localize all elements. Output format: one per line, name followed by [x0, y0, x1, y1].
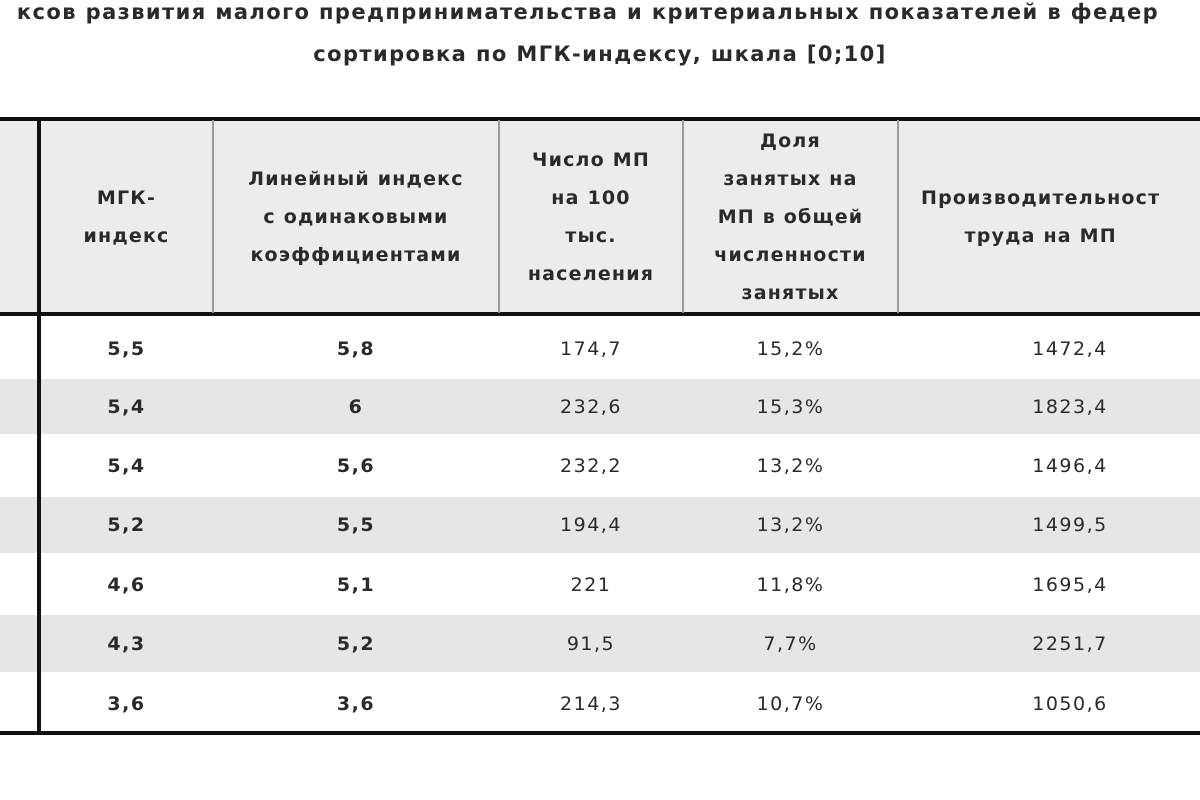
header-line: с одинаковыми: [263, 205, 449, 228]
cell-linear-index: 5,5: [336, 514, 376, 536]
cell-employment-share: 13,2%: [756, 455, 825, 477]
cell-mp-count: 194,4: [560, 514, 622, 536]
header-line: Доля: [760, 129, 821, 152]
cell-labor-productivity: 1695,4: [1032, 574, 1108, 596]
cell-labor-productivity: 1472,4: [1032, 338, 1108, 360]
cell-employment-share: 10,7%: [756, 693, 825, 715]
cell-labor-productivity: 1496,4: [1032, 455, 1108, 477]
cell-mgk-index: 3,6: [107, 693, 146, 715]
header-line: занятых на: [723, 167, 858, 190]
header-mp-count: [500, 120, 682, 313]
cell-mp-count: 232,2: [560, 455, 622, 477]
cell-linear-index: 5,2: [336, 633, 376, 655]
cell-mgk-index: 4,6: [107, 574, 146, 596]
cell-labor-productivity: 1050,6: [1032, 693, 1108, 715]
cell-mp-count: 221: [570, 574, 612, 596]
header-line: МГК-: [96, 186, 157, 209]
table-title-line-2: сортировка по МГК-индексу, шкала [0;10]: [313, 42, 887, 66]
header-line: индекс: [83, 224, 170, 247]
cell-employment-share: 15,3%: [756, 396, 825, 418]
header-line: Линейный индекс: [248, 167, 464, 190]
cell-labor-productivity: 1823,4: [1032, 396, 1108, 418]
header-line: МП в общей: [717, 205, 864, 228]
cell-mgk-index: 5,2: [107, 514, 146, 536]
header-line: тыс.: [565, 224, 617, 247]
header-mgk-index: [41, 120, 212, 313]
cell-linear-index: 5,6: [336, 455, 376, 477]
header-line: населения: [527, 262, 655, 285]
header-employment-share: [684, 120, 897, 313]
header-linear-index: [214, 120, 498, 313]
header-line: на 100: [551, 186, 631, 209]
cell-mp-count: 91,5: [566, 633, 616, 655]
header-line: численности: [714, 243, 867, 266]
header-labor-productivity: [899, 120, 1200, 313]
cell-mgk-index: 4,3: [107, 633, 146, 655]
header-line: Производительност: [921, 186, 1161, 209]
table-title-line-1: ксов развития малого предпринимательства и критериальных показателей в федер: [16, 0, 1160, 24]
cell-labor-productivity: 1499,5: [1032, 514, 1108, 536]
cell-mp-count: 232,6: [560, 396, 622, 418]
cell-mgk-index: 5,4: [107, 455, 146, 477]
cell-employment-share: 7,7%: [763, 633, 818, 655]
header-line: труда на МП: [964, 224, 1117, 247]
cell-mp-count: 214,3: [560, 693, 622, 715]
header-line: Число МП: [532, 148, 650, 171]
cell-linear-index: 3,6: [336, 693, 376, 715]
cell-mgk-index: 5,4: [107, 396, 146, 418]
cell-employment-share: 13,2%: [756, 514, 825, 536]
cell-linear-index: 5,1: [336, 574, 376, 596]
cell-labor-productivity: 2251,7: [1032, 633, 1108, 655]
cell-linear-index: 5,8: [336, 338, 376, 360]
cell-employment-share: 15,2%: [756, 338, 825, 360]
cell-mp-count: 174,7: [560, 338, 622, 360]
header-line: занятых: [741, 281, 840, 304]
header-line: коэффициентами: [250, 243, 462, 266]
cell-employment-share: 11,8%: [756, 574, 825, 596]
cell-linear-index: 6: [348, 396, 364, 418]
cell-mgk-index: 5,5: [107, 338, 146, 360]
